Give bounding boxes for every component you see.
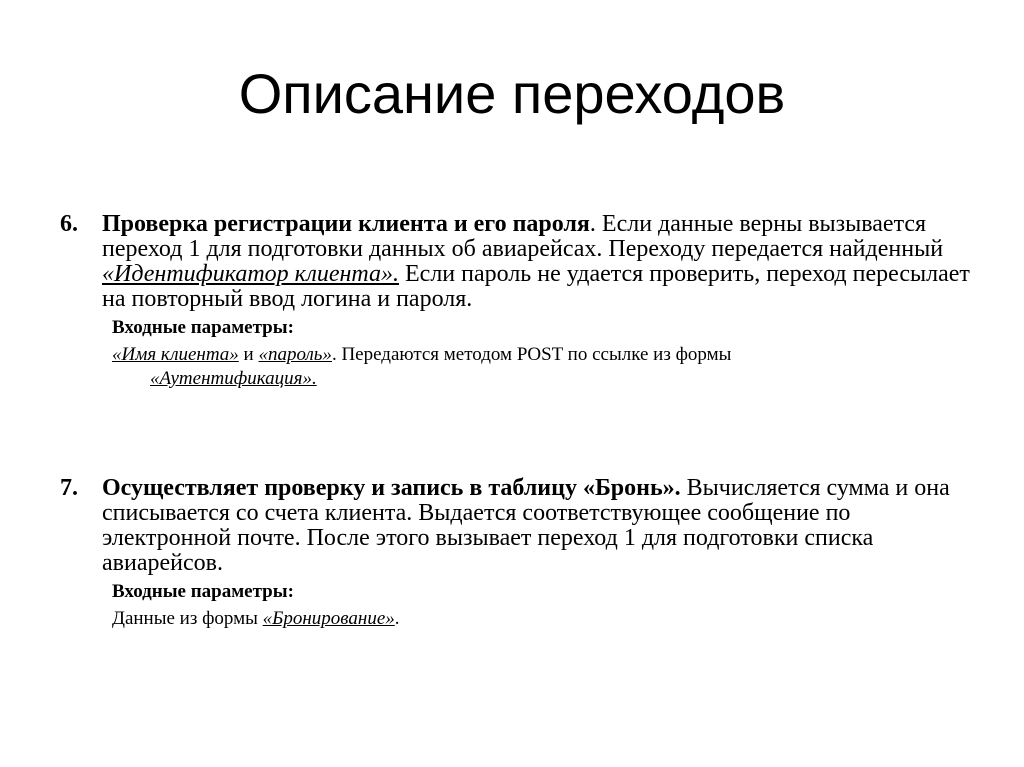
link-booking[interactable]: «Бронирование» [262, 608, 395, 629]
link-client-id[interactable]: «Идентификатор клиента». [102, 261, 400, 287]
params-text [112, 343, 980, 391]
item-body [102, 476, 980, 576]
params-conj: и [238, 344, 259, 365]
params-label: Входные параметры: [112, 581, 294, 602]
item-heading: Осуществляет проверку и запись в таблицу «Бронь». [102, 475, 681, 501]
item-number: 6. [60, 211, 78, 237]
link-client-name[interactable]: «Имя клиента» [112, 344, 239, 365]
link-password[interactable]: «пароль» [258, 344, 332, 365]
input-params [112, 316, 980, 391]
params-indent [112, 367, 980, 391]
params-desc: . Передаются методом POST по ссылке из формы [331, 344, 732, 365]
input-params [112, 580, 980, 631]
item-text: Вычисляется сумма и она списывается со счета клиента. Выдается соответствующее сообщение по электронной почте. После этого вызывает переход 1 для подготовки списка авиарейсов. [102, 475, 950, 576]
params-prefix: Данные из формы [112, 608, 263, 629]
params-suffix: . [394, 608, 400, 629]
list-item [60, 212, 980, 391]
link-authentication[interactable]: «Аутентификация». [150, 368, 317, 389]
list-item [60, 476, 980, 631]
page-title: Описание переходов [238, 62, 786, 125]
item-text: . Если данные верны вызывается переход 1 для подготовки данных об авиарейсах. Переходу передается найденный [102, 211, 944, 262]
params-label: Входные параметры: [112, 317, 294, 338]
item-heading: Проверка регистрации клиента и его пароля [102, 211, 590, 237]
params-text [112, 607, 980, 631]
item-body [102, 212, 980, 312]
item-text: Если пароль не удается проверить, переход пересылает на повторный ввод логина и пароля. [102, 261, 970, 312]
item-number: 7. [60, 475, 78, 501]
